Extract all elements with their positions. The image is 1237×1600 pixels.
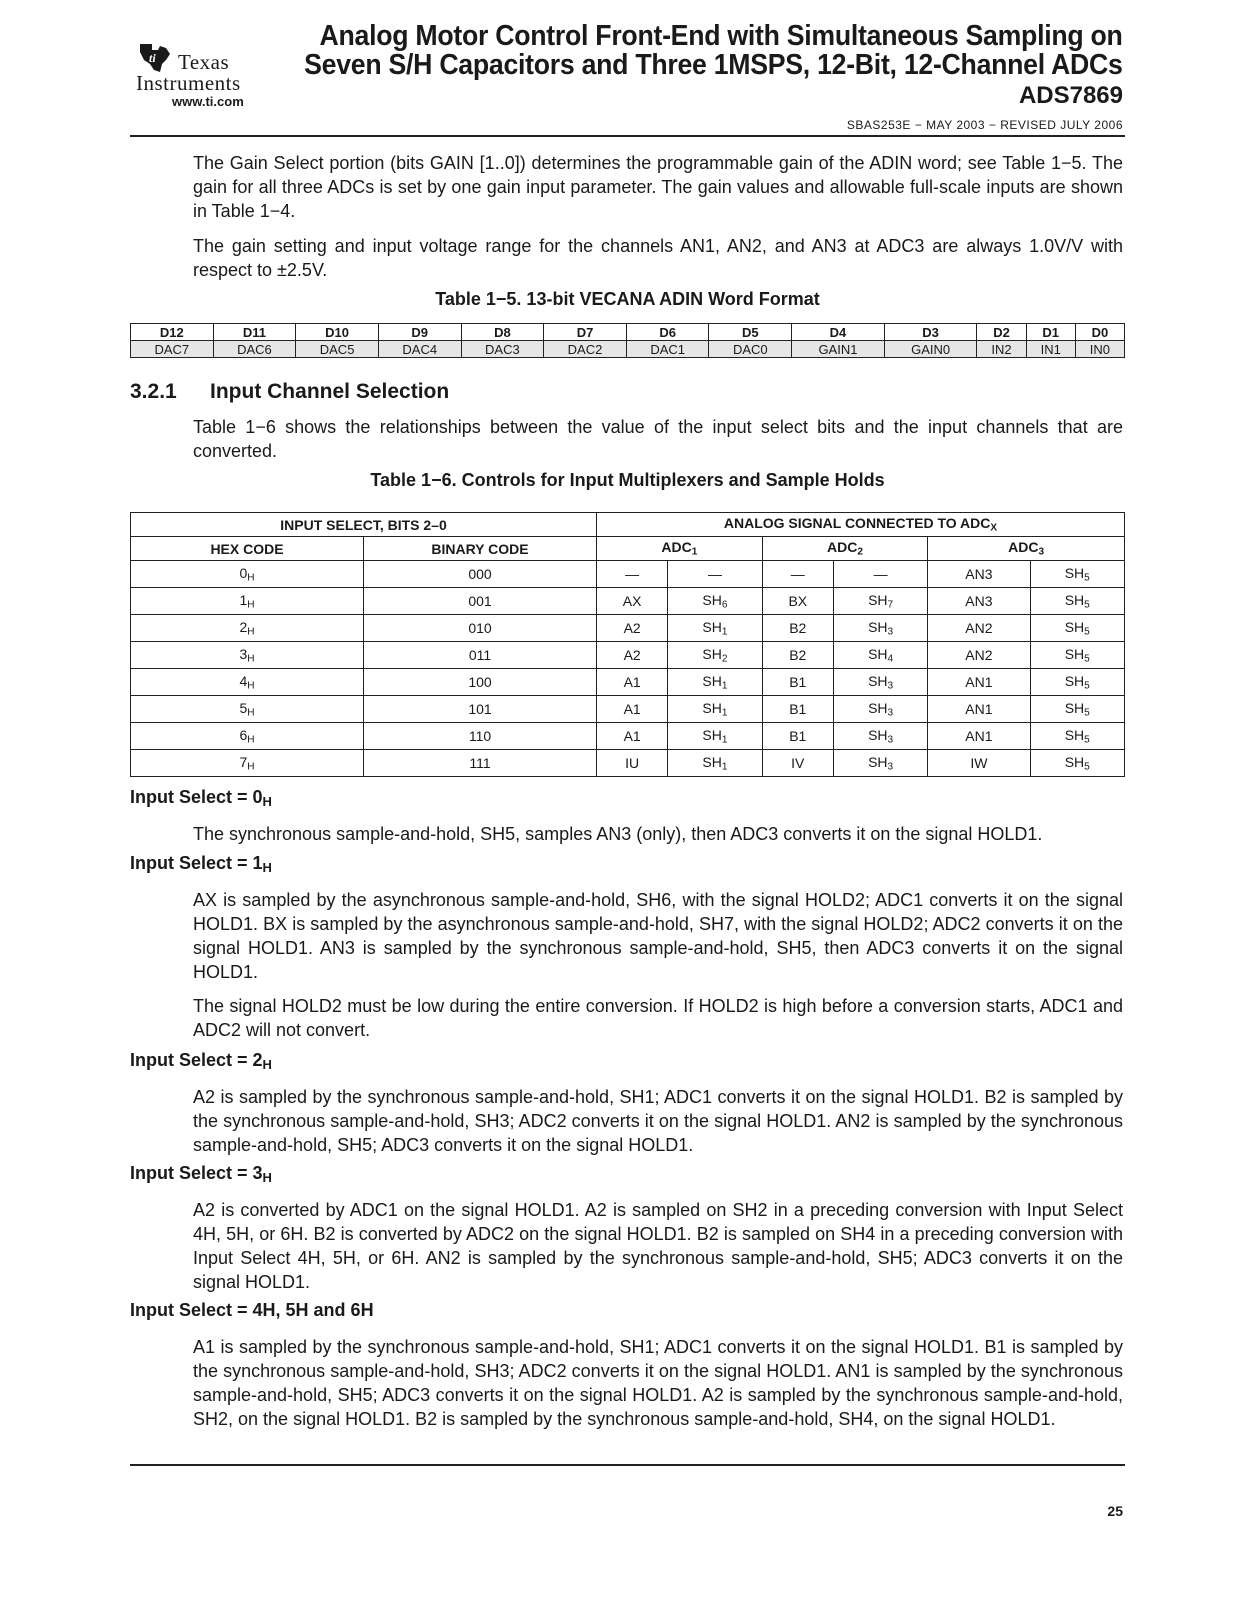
- signal-subscript: 5: [1084, 761, 1090, 773]
- signal-value: A1: [623, 701, 641, 717]
- signal-subscript: 5: [1084, 653, 1090, 665]
- bit-header-d10: D10: [296, 324, 379, 341]
- bit-field-d2: IN2: [977, 341, 1026, 358]
- signal-cell: [1030, 588, 1124, 615]
- signal-value: AN3: [965, 593, 993, 609]
- signal-subscript: 7: [887, 599, 894, 611]
- hex-value: 6: [239, 726, 248, 743]
- binary-code-cell: 100: [364, 669, 597, 696]
- signal-value: SH: [868, 753, 888, 770]
- signal-value: SH: [868, 699, 888, 716]
- signal-value: B1: [789, 728, 807, 744]
- binary-code-cell: 010: [364, 615, 597, 642]
- signal-subscript: 5: [1084, 707, 1090, 719]
- table-1-5-caption: Table 1−5. 13-bit VECANA ADIN Word Format: [435, 289, 820, 309]
- hex-code-header: HEX CODE: [131, 537, 364, 561]
- signal-subscript: 1: [721, 626, 728, 638]
- signal-value: IV: [791, 755, 805, 771]
- input-select-paragraph: AX is sampled by the asynchronous sample-and-hold, SH6, with the signal HOLD2; ADC1 converts it on the signal HOLD1. BX is sampled by the asynchronous sample-and-hold, SH7, with the signal HOLD2; ADC2 converts it on the signal HOLD1. AN3 is sampled by the synchronous sample-and-hold, SH5, then ADC3 converts it on the signal HOLD1.: [193, 890, 1123, 982]
- signal-subscript: 5: [1084, 572, 1090, 584]
- table-row: [131, 341, 1125, 358]
- document-number: SBAS253E − MAY 2003 − REVISED JULY 2006: [846, 118, 1123, 132]
- signal-cell: [668, 642, 762, 669]
- binary-code-cell: 110: [364, 723, 597, 750]
- signal-cell: [668, 561, 762, 588]
- adc1-header: $ADC_1$: [597, 537, 763, 561]
- signal-value: A2: [623, 620, 641, 636]
- signal-cell: [1030, 696, 1124, 723]
- header-divider: [130, 135, 1125, 137]
- signal-value: SH: [702, 618, 722, 635]
- signal-cell: [928, 615, 1030, 642]
- signal-subscript: 3: [887, 734, 894, 746]
- signal-value: SH: [1064, 699, 1085, 716]
- input-select-heading: [130, 1300, 374, 1321]
- hex-code-cell: [131, 669, 364, 696]
- signal-value: AN2: [965, 647, 993, 663]
- signal-subscript: 5: [1084, 626, 1090, 638]
- bit-header-d3: D3: [884, 324, 977, 341]
- signal-value: AN3: [965, 566, 993, 582]
- signal-cell: [833, 723, 927, 750]
- signal-cell: [833, 588, 927, 615]
- signal-cell: [833, 561, 927, 588]
- bit-header-d2: D2: [977, 324, 1026, 341]
- signal-value: SH: [702, 753, 722, 770]
- signal-subscript: 1: [721, 761, 728, 773]
- signal-cell: [668, 696, 762, 723]
- signal-cell: [833, 642, 927, 669]
- table-header-row: [131, 324, 1125, 341]
- website-link[interactable]: www.ti.com: [172, 94, 244, 109]
- signal-cell: [597, 669, 668, 696]
- signal-value: SH: [868, 618, 888, 635]
- signal-cell: [1030, 669, 1124, 696]
- input-select-paragraph: A2 is converted by ADC1 on the signal HOLD1. A2 is sampled on SH2 in a preceding conversion with Input Select 4H, 5H, or 6H. B2 is converted by ADC2 on the signal HOLD1. B2 is sampled on SH4 in a preceding conversion with Input Select 4H, 5H, or 6H. AN2 is sampled by the synchronous sample-and-hold, SH5; ADC3 converts it on the signal HOLD1.: [193, 1200, 1123, 1292]
- signal-cell: [668, 723, 762, 750]
- signal-value: BX: [788, 593, 808, 609]
- signal-subscript: 3: [887, 761, 894, 773]
- bit-header-d0: D0: [1075, 324, 1124, 341]
- hex-value: 3: [239, 645, 248, 662]
- input-select-suffix: H: [262, 794, 272, 810]
- input-select-heading: [130, 853, 272, 875]
- input-select-suffix: H: [262, 860, 272, 876]
- signal-cell: [762, 696, 833, 723]
- bit-header-d6: D6: [626, 324, 709, 341]
- input-select-paragraph: The signal HOLD2 must be low during the entire conversion. If HOLD2 is high before a conversion starts, ADC1 and ADC2 will not convert.: [193, 996, 1123, 1040]
- adc3-header: $ADC_3$: [928, 537, 1125, 561]
- signal-value: B1: [789, 674, 807, 690]
- binary-code-cell: 101: [364, 696, 597, 723]
- section-paragraph: Table 1−6 shows the relationships between the value of the input select bits and the input channels that are converted.: [193, 417, 1123, 461]
- signal-value: —: [625, 566, 640, 582]
- hex-code-cell: [131, 642, 364, 669]
- signal-value: AX: [622, 593, 642, 609]
- input-select-heading: [130, 787, 272, 809]
- signal-value: A1: [623, 674, 641, 690]
- input-select-paragraph: A2 is sampled by the synchronous sample-and-hold, SH1; ADC1 converts it on the signal HOLD1. B2 is sampled by the synchronous sample-and-hold, SH3; ADC2 converts it on the signal HOLD1. AN2 is sampled by the synchronous sample-and-hold, SH5; ADC3 converts it on the signal HOLD1.: [193, 1087, 1123, 1155]
- hex-suffix: H: [247, 707, 255, 719]
- footer-divider: [130, 1464, 1125, 1466]
- signal-value: SH: [868, 726, 888, 743]
- hex-code-cell: [131, 615, 364, 642]
- section-number: 3.2.1: [130, 380, 177, 403]
- signal-cell: [597, 615, 668, 642]
- table-row: [131, 642, 1125, 669]
- bit-field-d5: DAC0: [709, 341, 792, 358]
- hex-code-cell: [131, 723, 364, 750]
- signal-value: SH: [702, 699, 722, 716]
- input-select-paragraph: A1 is sampled by the synchronous sample-and-hold, SH1; ADC1 converts it on the signal HOLD1. B1 is sampled by the synchronous sample-and-hold, SH3; ADC2 converts it on the signal HOLD1. AN1 is sampled by the synchronous sample-and-hold, SH5; ADC3 converts it on the signal HOLD1. A2 is sampled by the synchronous sample-and-hold, SH2, on the signal HOLD1. B2 is sampled by the synchronous sample-and-hold, SH4, on the signal HOLD1.: [193, 1337, 1123, 1429]
- bit-header-d4: D4: [792, 324, 885, 341]
- intro-paragraph-2: The gain setting and input voltage range for the channels AN1, AN2, and AN3 at ADC3 are always 1.0V/V with respect to ±2.5V.: [193, 236, 1123, 280]
- binary-code-cell: 011: [364, 642, 597, 669]
- hex-suffix: H: [247, 572, 255, 584]
- bit-field-d3: GAIN0: [884, 341, 977, 358]
- bit-header-d5: D5: [709, 324, 792, 341]
- table-row: [131, 723, 1125, 750]
- table-row: [131, 750, 1125, 777]
- signal-cell: [928, 642, 1030, 669]
- signal-cell: [762, 669, 833, 696]
- signal-cell: [597, 561, 668, 588]
- signal-cell: [928, 588, 1030, 615]
- svg-text:ti: ti: [149, 51, 156, 65]
- page-number: 25: [1107, 1503, 1123, 1519]
- hex-value: 4: [239, 672, 248, 689]
- adin-word-format-table: [130, 323, 1125, 358]
- signal-cell: [928, 696, 1030, 723]
- signal-cell: [762, 723, 833, 750]
- signal-value: AN1: [965, 701, 993, 717]
- signal-cell: [1030, 723, 1124, 750]
- bit-header-d1: D1: [1026, 324, 1075, 341]
- signal-cell: [762, 750, 833, 777]
- signal-cell: [833, 669, 927, 696]
- table-row: [131, 696, 1125, 723]
- signal-cell: [597, 588, 668, 615]
- hex-suffix: H: [247, 599, 255, 611]
- hex-code-cell: [131, 750, 364, 777]
- signal-value: —: [873, 566, 888, 582]
- input-select-label: Input Select = 4H, 5H and 6H: [130, 1300, 374, 1320]
- hex-value: 0: [239, 564, 248, 581]
- bit-field-d8: DAC3: [461, 341, 544, 358]
- ti-logo: [136, 40, 286, 110]
- title-line-1: Analog Motor Control Front-End with Simultaneous Sampling on: [319, 20, 1124, 52]
- signal-cell: [833, 750, 927, 777]
- input-multiplexer-table: [130, 512, 1125, 777]
- signal-subscript: 5: [1084, 680, 1090, 692]
- hex-value: 2: [239, 618, 248, 635]
- signal-cell: [833, 696, 927, 723]
- signal-value: SH: [868, 645, 888, 662]
- signal-subscript: 3: [887, 680, 894, 692]
- bit-header-d7: D7: [544, 324, 627, 341]
- bit-header-d11: D11: [213, 324, 296, 341]
- input-select-group-header: INPUT SELECT, BITS 2–0: [131, 513, 597, 537]
- signal-cell: [928, 561, 1030, 588]
- signal-value: A1: [623, 728, 641, 744]
- table-row: [131, 615, 1125, 642]
- signal-subscript: 1: [721, 734, 728, 746]
- input-select-paragraph: The synchronous sample-and-hold, SH5, samples AN3 (only), then ADC3 converts it on the signal HOLD1.: [193, 824, 1043, 844]
- signal-cell: [762, 615, 833, 642]
- signal-value: SH: [1064, 672, 1085, 689]
- signal-value: AN1: [965, 728, 993, 744]
- signal-cell: [668, 750, 762, 777]
- bit-field-d9: DAC4: [378, 341, 461, 358]
- bit-header-d12: D12: [131, 324, 214, 341]
- analog-signal-group-header: ANALOG SIGNAL CONNECTED TO $ADC_X$: [597, 513, 1125, 537]
- signal-value: —: [707, 566, 722, 582]
- bit-header-d8: D8: [461, 324, 544, 341]
- input-select-label: Input Select = 2: [130, 1050, 263, 1070]
- hex-value: 1: [239, 591, 248, 608]
- signal-value: SH: [702, 591, 722, 608]
- signal-subscript: 4: [887, 653, 894, 665]
- bit-field-d12: DAC7: [131, 341, 214, 358]
- table-row: [131, 588, 1125, 615]
- hex-code-cell: [131, 561, 364, 588]
- input-select-heading: [130, 1050, 272, 1072]
- signal-value: SH: [702, 672, 722, 689]
- signal-value: SH: [702, 645, 722, 662]
- hex-value: 5: [239, 699, 248, 716]
- binary-code-cell: 001: [364, 588, 597, 615]
- signal-cell: [597, 723, 668, 750]
- signal-value: A2: [623, 647, 641, 663]
- table-group-header-row: [131, 513, 1125, 537]
- signal-cell: [928, 669, 1030, 696]
- signal-cell: [1030, 642, 1124, 669]
- signal-cell: [1030, 750, 1124, 777]
- logo-text-texas: Texas: [178, 50, 230, 74]
- signal-subscript: 1: [721, 707, 728, 719]
- input-select-label: Input Select = 3: [130, 1163, 263, 1183]
- signal-cell: [597, 696, 668, 723]
- signal-value: IW: [970, 755, 988, 771]
- signal-cell: [762, 642, 833, 669]
- hex-suffix: H: [247, 653, 255, 665]
- signal-cell: [668, 615, 762, 642]
- input-select-heading: [130, 1163, 272, 1185]
- table-column-header-row: [131, 537, 1125, 561]
- part-number: ADS7869: [1018, 82, 1123, 109]
- signal-value: B2: [789, 647, 807, 663]
- signal-cell: [597, 750, 668, 777]
- logo-text-instruments: Instruments: [136, 71, 241, 95]
- signal-cell: [668, 588, 762, 615]
- signal-value: SH: [1064, 753, 1085, 770]
- bit-field-d7: DAC2: [544, 341, 627, 358]
- signal-subscript: 5: [1084, 599, 1090, 611]
- binary-code-cell: 000: [364, 561, 597, 588]
- signal-cell: [1030, 615, 1124, 642]
- hex-value: 7: [239, 753, 248, 770]
- input-select-label: Input Select = 0: [130, 787, 263, 807]
- binary-code-header: BINARY CODE: [364, 537, 597, 561]
- title-line-2: Seven S/H Capacitors and Three 1MSPS, 12-Bit, 12-Channel ADCs: [304, 49, 1123, 81]
- signal-cell: [1030, 561, 1124, 588]
- bit-field-d6: DAC1: [626, 341, 709, 358]
- bit-header-d9: D9: [378, 324, 461, 341]
- signal-value: SH: [1064, 726, 1085, 743]
- signal-value: SH: [1064, 564, 1085, 581]
- document-title: [305, 22, 1123, 80]
- signal-subscript: 5: [1084, 734, 1090, 746]
- signal-value: AN2: [965, 620, 993, 636]
- signal-value: SH: [1064, 645, 1085, 662]
- hex-code-cell: [131, 696, 364, 723]
- bit-field-d0: IN0: [1075, 341, 1124, 358]
- hex-suffix: H: [247, 761, 255, 773]
- table-row: [131, 561, 1125, 588]
- signal-value: SH: [702, 726, 722, 743]
- signal-cell: [833, 615, 927, 642]
- bit-field-d1: IN1: [1026, 341, 1075, 358]
- bit-field-d11: DAC6: [213, 341, 296, 358]
- table-1-6-caption: Table 1−6. Controls for Input Multiplexers and Sample Holds: [370, 470, 885, 490]
- signal-value: B1: [789, 701, 807, 717]
- binary-code-cell: 111: [364, 750, 597, 777]
- intro-paragraph-1: The Gain Select portion (bits GAIN [1..0]) determines the programmable gain of the ADIN word; see Table 1−5. The gain for all three ADCs is set by one gain input parameter. The gain values and allowable full-scale inputs are shown in Table 1−4.: [193, 153, 1123, 221]
- signal-value: SH: [868, 591, 888, 608]
- table-row: [131, 669, 1125, 696]
- signal-value: B2: [789, 620, 807, 636]
- signal-cell: [597, 642, 668, 669]
- hex-suffix: H: [247, 680, 255, 692]
- hex-suffix: H: [247, 734, 255, 746]
- signal-subscript: 3: [887, 707, 894, 719]
- signal-cell: [668, 669, 762, 696]
- input-select-suffix: H: [262, 1170, 272, 1186]
- signal-cell: [928, 750, 1030, 777]
- adc2-header: $ADC_2$: [762, 537, 928, 561]
- signal-subscript: 3: [887, 626, 894, 638]
- signal-value: IU: [625, 755, 640, 771]
- signal-subscript: 1: [721, 680, 728, 692]
- signal-value: AN1: [965, 674, 993, 690]
- input-select-label: Input Select = 1: [130, 853, 263, 873]
- bit-field-d10: DAC5: [296, 341, 379, 358]
- signal-value: —: [790, 566, 805, 582]
- signal-cell: [762, 588, 833, 615]
- signal-value: SH: [868, 672, 888, 689]
- section-title: Input Channel Selection: [210, 380, 450, 403]
- signal-cell: [928, 723, 1030, 750]
- signal-subscript: 2: [721, 653, 728, 665]
- input-select-suffix: H: [262, 1057, 272, 1073]
- signal-cell: [762, 561, 833, 588]
- hex-suffix: H: [247, 626, 255, 638]
- bit-field-d4: GAIN1: [792, 341, 885, 358]
- signal-value: SH: [1064, 591, 1085, 608]
- section-heading: [130, 380, 449, 404]
- hex-code-cell: [131, 588, 364, 615]
- signal-subscript: 6: [721, 599, 728, 611]
- signal-value: SH: [1064, 618, 1085, 635]
